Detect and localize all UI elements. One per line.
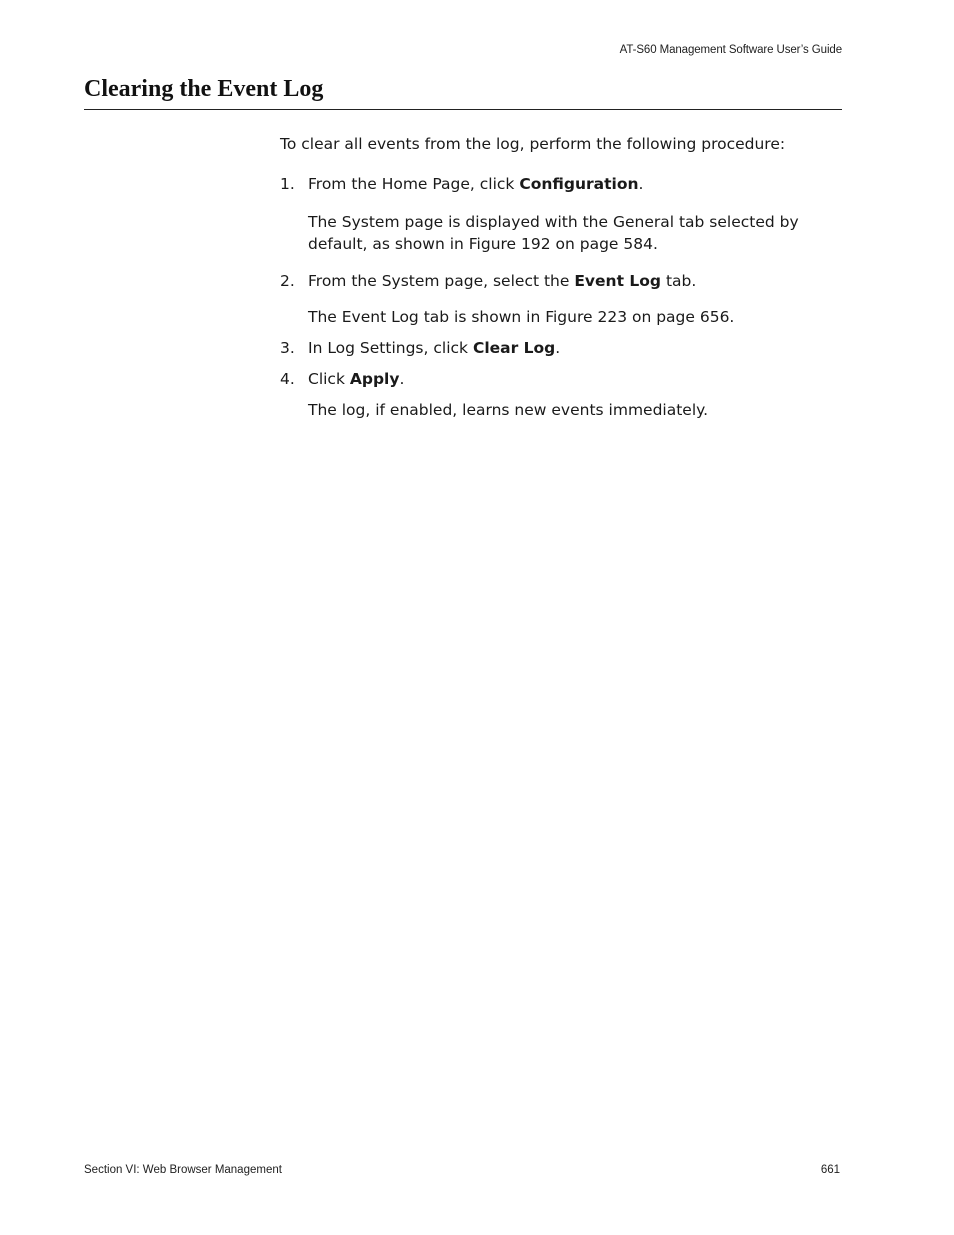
step-number: 4.: [280, 370, 295, 388]
step-number: 2.: [280, 272, 295, 290]
ui-term-apply: Apply: [349, 370, 400, 388]
step-prefix: In Log Settings, click: [308, 339, 473, 357]
ui-term-clear-log: Clear Log: [472, 339, 556, 357]
step-prefix: From the System page, select the: [308, 272, 575, 290]
step-suffix: .: [555, 339, 561, 357]
step-number: 3.: [280, 339, 295, 357]
step-text: [308, 173, 840, 195]
step-prefix: Click: [308, 370, 350, 388]
ui-term-event-log: Event Log: [574, 272, 662, 290]
section-title: Clearing the Event Log: [84, 76, 324, 102]
step-2-note: The Event Log tab is shown in Figure 223 on page 656.: [308, 308, 735, 326]
step-text: [308, 270, 840, 292]
step-suffix: tab.: [661, 272, 697, 290]
step-text: [308, 337, 840, 359]
step-prefix: From the Home Page, click: [308, 175, 520, 193]
title-rule: [84, 109, 842, 110]
step-suffix: .: [638, 175, 644, 193]
step-suffix: .: [399, 370, 405, 388]
intro-paragraph: To clear all events from the log, perform the following procedure:: [280, 135, 786, 153]
step-number: 1.: [280, 175, 295, 193]
page-number: 661: [820, 1164, 840, 1176]
running-header: AT-S60 Management Software User’s Guide: [619, 44, 842, 56]
running-footer-section: Section VI: Web Browser Management: [84, 1164, 282, 1176]
ui-term-configuration: Configuration: [519, 175, 639, 193]
step-text: [308, 368, 840, 390]
step-4-note: The log, if enabled, learns new events immediately.: [308, 401, 709, 419]
step-1-note: The System page is displayed with the General tab selected by default, as shown in Figure 192 on page 584.: [308, 213, 799, 253]
